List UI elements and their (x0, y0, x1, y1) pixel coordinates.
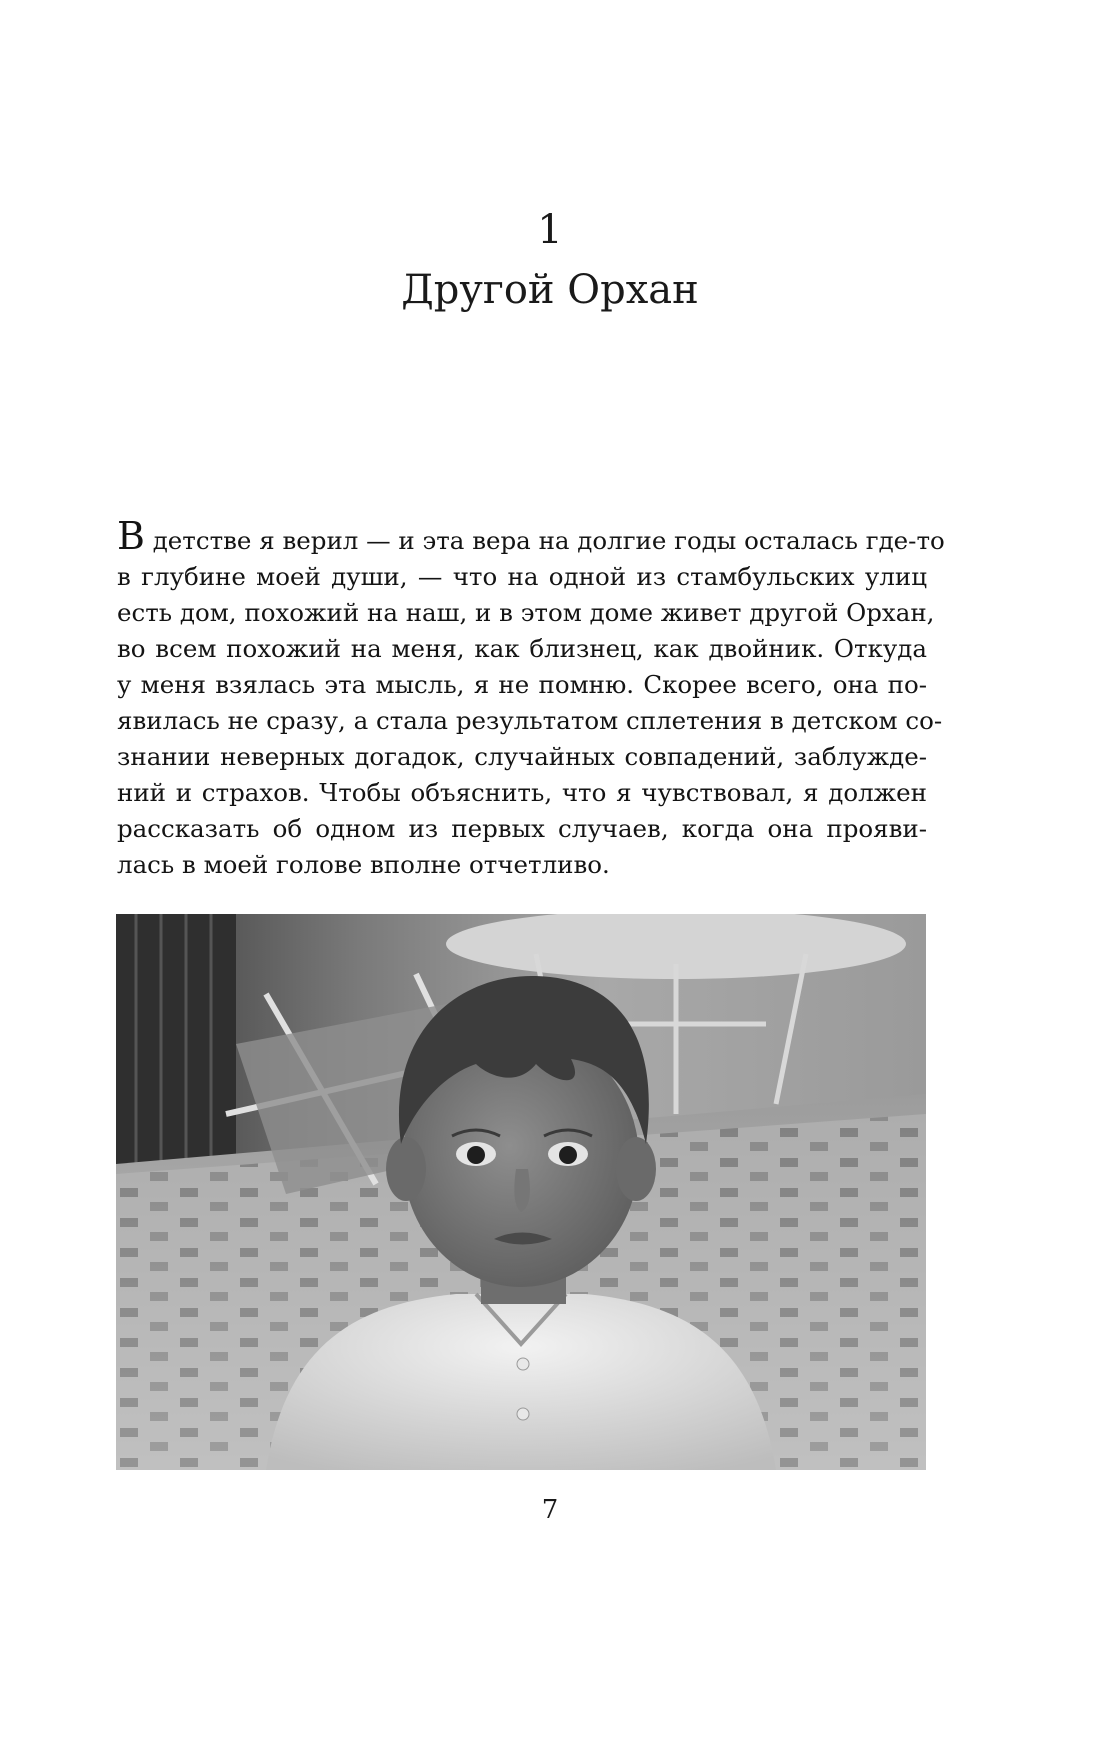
paragraph-line: ний и страхов. Чтобы объяснить, что я чувствовал, я должен (117, 778, 927, 807)
body-paragraph (117, 514, 945, 883)
photo-boy-on-terrace (116, 914, 926, 1470)
paragraph-line: во всем похожий на меня, как близнец, как двойник. Откуда (117, 634, 927, 663)
paragraph-line: рассказать об одном из первых случаев, когда она прояви- (117, 814, 927, 843)
paragraph-line: явилась не сразу, а стала результатом сплетения в детском со- (117, 706, 943, 735)
paragraph-line: знании неверных догадок, случайных совпадений, заблужде- (117, 742, 927, 771)
paragraph-line: есть дом, похожий на наш, и в этом доме живет другой Орхан, (117, 598, 935, 627)
paragraph-line: В детстве я верил — и эта вера на долгие годы осталась где-то (117, 514, 945, 558)
paragraph-line: лась в моей голове вполне отчетливо. (117, 850, 610, 879)
paragraph-line: в глубине моей души, — что на одной из стамбульских улиц (117, 562, 927, 591)
chapter-title: Другой Орхан (401, 267, 699, 313)
page-number: 7 (541, 1495, 559, 1525)
paragraph-line: у меня взялась эта мысль, я не помню. Скорее всего, она по- (117, 670, 927, 699)
drop-cap: В (117, 514, 145, 558)
chapter-number: 1 (537, 207, 563, 253)
